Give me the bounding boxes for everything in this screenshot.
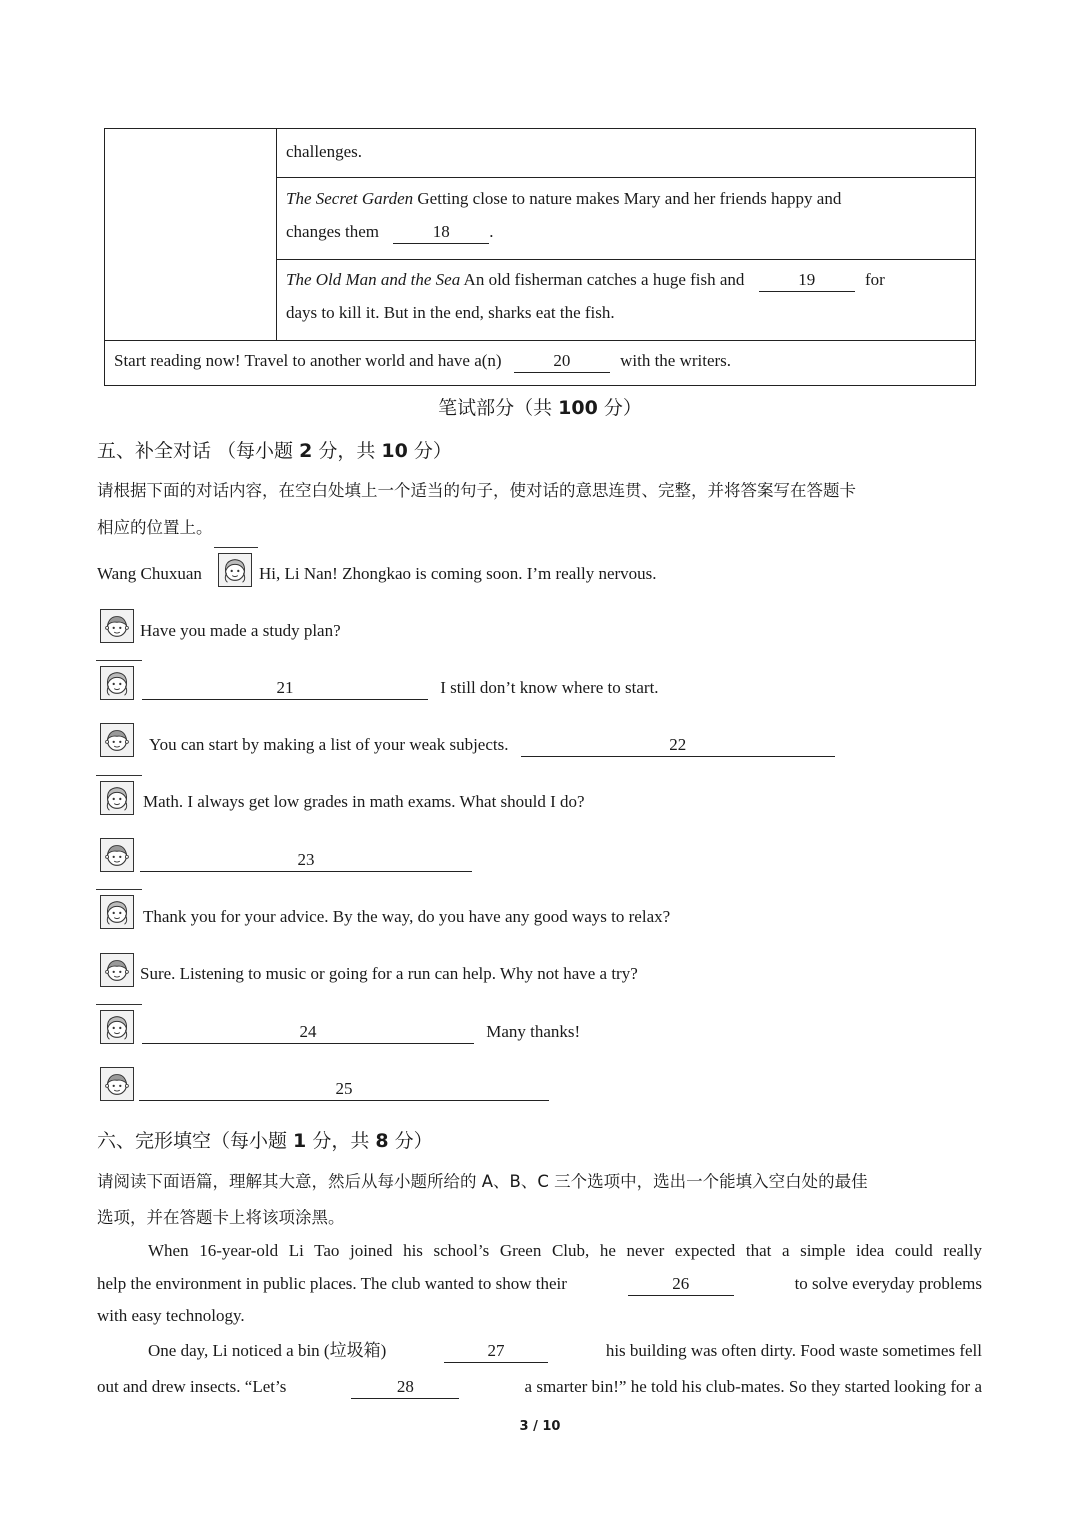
- answer-blank-18[interactable]: [393, 223, 489, 244]
- dialogue-line-with-blank: [140, 851, 472, 872]
- avatar-rule: [96, 660, 142, 661]
- girl-face-icon: [100, 895, 134, 929]
- dialogue-line-with-blank: [139, 1080, 549, 1101]
- answer-blank-23[interactable]: [140, 851, 472, 872]
- table-row-secret-garden: [286, 190, 841, 207]
- table-row-start-reading: [114, 352, 731, 373]
- blank-number: 19: [798, 270, 816, 289]
- section-title-text: 分）: [407, 440, 452, 462]
- boy-face-icon: [100, 953, 134, 987]
- answer-blank-25[interactable]: [139, 1080, 549, 1101]
- book-summary-after: for: [864, 270, 885, 289]
- passage-line: with easy technology.: [97, 1306, 245, 1325]
- dialogue-text: You can start by making a list of your weak subjects.: [149, 735, 509, 754]
- passage-text: out and drew insects. “Let’s: [97, 1377, 287, 1396]
- dialogue-line: Hi, Li Nan! Zhongkao is coming soon. I’m really nervous.: [259, 564, 657, 583]
- avatar-rule: [96, 775, 142, 776]
- girl-face-icon: [100, 781, 134, 815]
- passage-text: his building was often dirty. Food waste sometimes fell: [605, 1341, 982, 1360]
- answer-blank-22[interactable]: [521, 736, 835, 757]
- dialogue-line: Math. I always get low grades in math exams. What should I do?: [143, 792, 585, 811]
- passage-text: help the environment in public places. The club wanted to show their: [97, 1274, 567, 1293]
- book-summary-cont: changes them: [286, 222, 379, 241]
- girl-face-icon: [218, 553, 252, 587]
- table-row-divider: [276, 259, 976, 260]
- reading-table: [104, 128, 976, 386]
- passage-text: a smarter bin!” he told his club-mates. So they started looking for a: [524, 1377, 982, 1396]
- blank-number: 24: [299, 1022, 317, 1041]
- dialogue-text: I still don’t know where to start.: [440, 678, 659, 697]
- blank-number: 18: [432, 222, 450, 241]
- book-title: The Old Man and the Sea: [286, 270, 461, 289]
- section-6-title: [97, 1126, 433, 1153]
- section-5-instruction-cont: 相应的位置上。: [97, 518, 213, 537]
- section-6-instruction-cont: 选项，并在答题卡上将该项涂黑。: [97, 1208, 345, 1227]
- start-reading-text: Start reading now! Travel to another world and have a(n): [114, 351, 502, 370]
- answer-blank-26[interactable]: [628, 1275, 734, 1296]
- table-row-challenges: challenges.: [286, 142, 362, 161]
- table-row-old-man-line2: days to kill it. But in the end, sharks eat the fish.: [286, 303, 615, 322]
- section-total: 10: [381, 440, 408, 462]
- blank-number: 27: [487, 1341, 505, 1360]
- dialogue-line-with-blank: [142, 679, 659, 700]
- blank-number: 26: [672, 1274, 690, 1293]
- blank-number: 22: [669, 735, 687, 754]
- dialogue-line: Have you made a study plan?: [140, 621, 341, 640]
- section-title-text: 六、完形填空（每小题: [97, 1130, 294, 1152]
- section-total: 8: [375, 1130, 389, 1152]
- heading-text-end: 分）: [597, 397, 642, 419]
- boy-face-icon: [100, 723, 134, 757]
- section-points: 2: [299, 440, 313, 462]
- blank-number: 21: [276, 678, 294, 697]
- passage-line: [97, 1275, 982, 1296]
- dialogue-line: Thank you for your advice. By the way, do you have any good ways to relax?: [143, 907, 671, 926]
- section-6-instruction: 请阅读下面语篇，理解其大意，然后从每小题所给的 A、B、C 三个选项中，选出一个能填入空白处的最佳: [97, 1172, 868, 1191]
- table-column-divider: [276, 129, 277, 340]
- book-summary: Getting close to nature makes Mary and her friends happy and: [417, 189, 842, 208]
- section-title-text: 分）: [388, 1130, 433, 1152]
- table-row-divider: [276, 177, 976, 178]
- boy-face-icon: [100, 838, 134, 872]
- boy-face-icon: [100, 1067, 134, 1101]
- girl-face-icon: [100, 1010, 134, 1044]
- section-points: 1: [293, 1130, 307, 1152]
- blank-number: 25: [335, 1079, 353, 1098]
- answer-blank-20[interactable]: [514, 352, 610, 373]
- page-number: 3 / 10: [519, 1419, 561, 1434]
- section-title-text: 分，共: [306, 1130, 376, 1152]
- girl-face-icon: [100, 666, 134, 700]
- table-row-secret-garden-line2: changes them 18 .: [286, 223, 494, 244]
- speaker-name: Wang Chuxuan: [97, 564, 202, 583]
- section-5-instruction: 请根据下面的对话内容，在空白处填上一个适当的句子，使对话的意思连贯、完整，并将答案写在答题卡: [97, 481, 856, 500]
- passage-line: [148, 1342, 982, 1363]
- book-title: The Secret Garden: [286, 189, 414, 208]
- table-row-old-man: [286, 271, 885, 292]
- avatar-rule: [96, 889, 142, 890]
- avatar-rule: [96, 1004, 142, 1005]
- blank-number: 20: [553, 351, 571, 370]
- section-title-text: 分，共: [312, 440, 382, 462]
- answer-blank-27[interactable]: [444, 1342, 548, 1363]
- passage-text: to solve everyday problems: [794, 1274, 982, 1293]
- boy-face-icon: [100, 609, 134, 643]
- passage-line: When 16-year-old Li Tao joined his school’s Green Club, he never expected that a simple idea could really: [148, 1241, 982, 1260]
- section-title-text: 五、补全对话 （每小题: [97, 440, 300, 462]
- answer-blank-28[interactable]: [351, 1378, 459, 1399]
- table-row-divider: [105, 340, 976, 341]
- dialogue-line-with-blank: [142, 1023, 580, 1044]
- blank-number: 28: [396, 1377, 414, 1396]
- answer-blank-19[interactable]: [759, 271, 855, 292]
- dialogue-line: Sure. Listening to music or going for a run can help. Why not have a try?: [140, 964, 638, 983]
- heading-text: 笔试部分（共: [438, 397, 559, 419]
- dialogue-line-with-blank: [149, 736, 835, 757]
- passage-line: [97, 1378, 982, 1399]
- avatar-rule: [214, 547, 258, 548]
- start-reading-after: with the writers.: [620, 351, 732, 370]
- written-part-heading: [0, 393, 1080, 420]
- book-summary: An old fisherman catches a huge fish and: [463, 270, 745, 289]
- answer-blank-24[interactable]: [142, 1023, 474, 1044]
- heading-score: 100: [558, 397, 598, 419]
- section-5-title: [97, 436, 452, 463]
- answer-blank-21[interactable]: [142, 679, 428, 700]
- passage-text: One day, Li noticed a bin (垃圾箱): [148, 1341, 387, 1360]
- blank-number: 23: [297, 850, 315, 869]
- dialogue-text: Many thanks!: [486, 1022, 581, 1041]
